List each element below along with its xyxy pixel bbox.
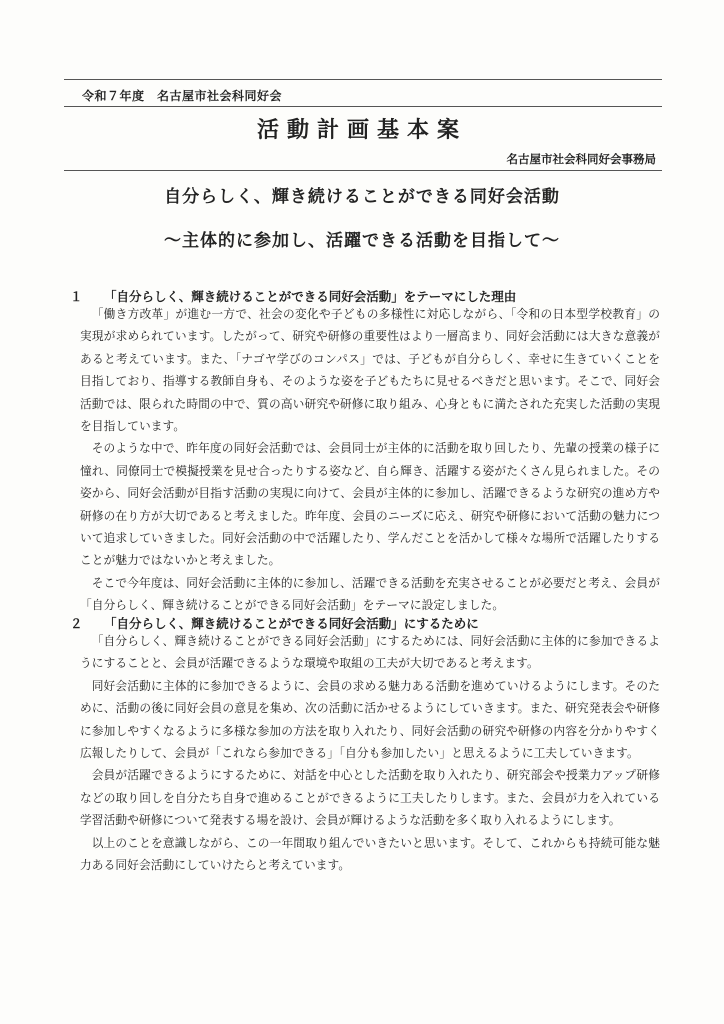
theme-main: 自分らしく、輝き続けることができる同好会活動 bbox=[164, 187, 560, 207]
office-name: 名古屋市社会科同好会事務局 bbox=[506, 152, 656, 166]
section-1-paragraph: そのような中で、昨年度の同好会活動では、会員同士が主体的に活動を取り回したり、先輩の授業の様子に憧れ、同僚同士で模擬授業を見せ合ったりする姿など、自ら輝き、活躍する姿がたくさん見られました。その姿から、同好会活動が目指す活動の実現に向けて、会員が主体的に参加し、活躍できるような研究の進め方や研修の在り方が大切であると考えました。昨年度、会員のニーズに応え、研究や研修において活動の魅力について追求していきました。同好会活動の中で活躍したり、学んだことを活かして様々な場所で活躍したりすることが魅力ではないかと考えました。 bbox=[80, 441, 660, 568]
title-rule bbox=[64, 170, 662, 171]
section-1-number: １ bbox=[70, 289, 83, 304]
section-1-body bbox=[80, 303, 660, 617]
section-2-number: ２ bbox=[70, 616, 83, 631]
section-1-paragraph: 「働き方改革」が進む一方で、社会の変化や子どもの多様性に対応しながら、「令和の日本型学校教育」の実現が求められています。したがって、研究や研修の重要性はより一層高まり、同好会活動には大きな意義があると考えています。また、「ナゴヤ学びのコンパス」では、子どもが自分らしく、幸せに生きていくことを目指しており、指導する教師自身も、そのような姿を子どもたちに見せるべきだと思います。そこで、同好会活動では、限られた時間の中で、質の高い研究や研修に取り組み、心身ともに満たされた充実した活動の実現を目指しています。 bbox=[80, 307, 660, 434]
section-1-paragraph: そこで今年度は、同好会活動に主体的に参加し、活躍できる活動を充実させることが必要だと考え、会員が「自分らしく、輝き続けることができる同好会活動」をテーマに設定しました。 bbox=[80, 575, 660, 613]
section-2-paragraph: 以上のことを意識しながら、この一年間取り組んでいきたいと思います。そして、これからも持続可能な魅力ある同好会活動にしていけたらと考えています。 bbox=[80, 835, 660, 873]
header-rule bbox=[64, 106, 662, 107]
theme-subtitle: 〜主体的に参加し、活躍できる活動を目指して〜 bbox=[164, 231, 560, 251]
section-2-paragraph: 「自分らしく、輝き続けることができる同好会活動」にするためには、同好会活動に主体的に参加できるようにすることと、会員が活躍できるような環境や取組の工夫が大切であると考えます。 bbox=[80, 634, 660, 671]
section-2-paragraph: 同好会活動に主体的に参加できるように、会員の求める魅力ある活動を進めていけるようにします。そのために、活動の後に同好会員の意見を集め、次の活動に活かせるようにしていきます。また、研究発表会や研修に参加しやすくなるように多様な参加の方法を取り入れたり、同好会活動の研究や研修の内容を分かりやすく広報したりして、会員が「これなら参加できる」「自分も参加したい」と思えるように工夫していきます。 bbox=[80, 678, 660, 761]
section-2-paragraph: 会員が活躍できるようにするために、対話を中心とした活動を取り入れたり、研究部会や授業力アップ研修などの取り回しを自分たち自身で進めることができるように工夫したりします。また、会員が力を入れている学習活動や研修について発表する場を設け、会員が輝けるような活動を多く取り入れるようにします。 bbox=[80, 768, 660, 828]
section-2-title: 「自分らしく、輝き続けることができる同好会活動」にするために bbox=[104, 616, 479, 631]
header-organization: 令和７年度 名古屋市社会科同好会 bbox=[82, 89, 283, 103]
top-rule bbox=[64, 79, 662, 80]
section-2-body bbox=[80, 630, 660, 876]
document-title: 活動計画基本案 bbox=[256, 118, 467, 143]
section-1-title: 「自分らしく、輝き続けることができる同好会活動」をテーマにした理由 bbox=[104, 289, 517, 304]
